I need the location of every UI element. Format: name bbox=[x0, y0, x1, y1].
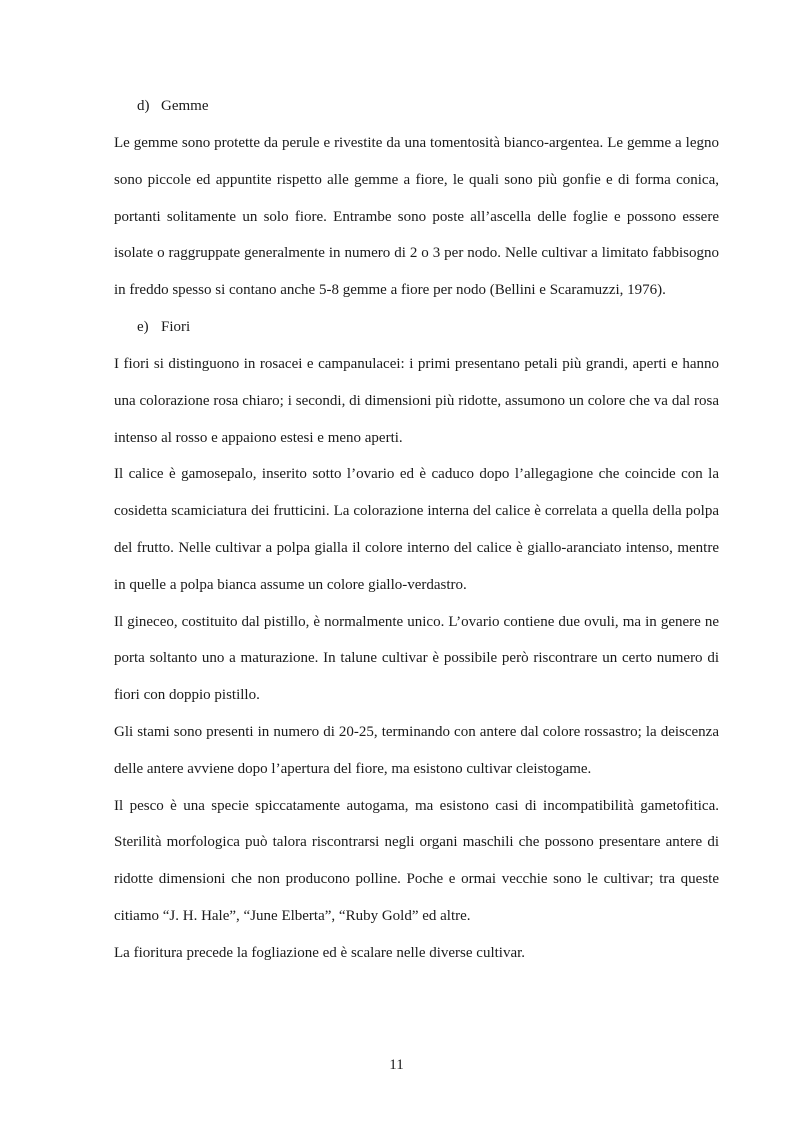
paragraph-fiori-tipi: I fiori si distinguono in rosacei e campanulacei: i primi presentano petali più grandi, aperti e hanno una colorazione rosa chiaro; i secondi, di dimensioni più ridotte, assumono un colore che va dal rosa intenso al rosso e appaiono estesi e meno aperti. bbox=[114, 355, 719, 446]
section-label: e) bbox=[137, 318, 149, 335]
paragraph-stami: Gli stami sono presenti in numero di 20-25, terminando con antere dal colore rossastro; la deiscenza delle antere avviene dopo l’apertura del fiore, ma esistono cultivar cleistogame. bbox=[114, 723, 719, 777]
section-heading-fiori bbox=[137, 309, 719, 346]
section-title: Fiori bbox=[161, 318, 191, 335]
paragraph-autogamia: Il pesco è una specie spiccatamente autogama, ma esistono casi di incompatibilità gametofitica. Sterilità morfologica può talora riscontrarsi negli organi maschili che possono presentare antere di ridotte dimensioni che non producono polline. Poche e ormai vecchie sono le cultivar; tra queste citiamo “J. H. Hale”, “June Elberta”, “Ruby Gold” ed altre. bbox=[114, 797, 719, 924]
page-number: 11 bbox=[389, 1057, 404, 1073]
section-title: Gemme bbox=[161, 98, 209, 114]
section-label: d) bbox=[137, 98, 150, 114]
paragraph-calice: Il calice è gamosepalo, inserito sotto l’ovario ed è caduco dopo l’allegagione che coincide con la cosidetta scamiciatura dei frutticini. La colorazione interna del calice è correlata a quella della polpa del frutto. Nelle cultivar a polpa gialla il colore interno del calice è giallo-aranciato intenso, mentre in quelle a polpa bianca assume un colore giallo-verdastro. bbox=[114, 466, 719, 593]
paragraph-fioritura: La fioritura precede la fogliazione ed è scalare nelle diverse cultivar. bbox=[114, 944, 526, 961]
document-page bbox=[114, 88, 719, 972]
paragraph-gemme: Le gemme sono protette da perule e rivestite da una tomentosità bianco-argentea. Le gemme a legno sono piccole ed appuntite rispetto alle gemme a fiore, le quali sono più gonfie e di forma conica, portanti solitamente un solo fiore. Entrambe sono poste all’ascella delle foglie e possono essere isolate o raggruppate generalmente in numero di 2 o 3 per nodo. Nelle cultivar a limitato fabbisogno in freddo spesso si contano anche 5-8 gemme a fiore per nodo (Bellini e Scaramuzzi, 1976). bbox=[114, 135, 719, 299]
paragraph-gineceo: Il gineceo, costituito dal pistillo, è normalmente unico. L’ovario contiene due ovuli, ma in genere ne porta soltanto uno a maturazione. In talune cultivar è possibile però riscontrare un certo numero di fiori con doppio pistillo. bbox=[114, 613, 719, 704]
section-heading-gemme bbox=[137, 88, 719, 125]
